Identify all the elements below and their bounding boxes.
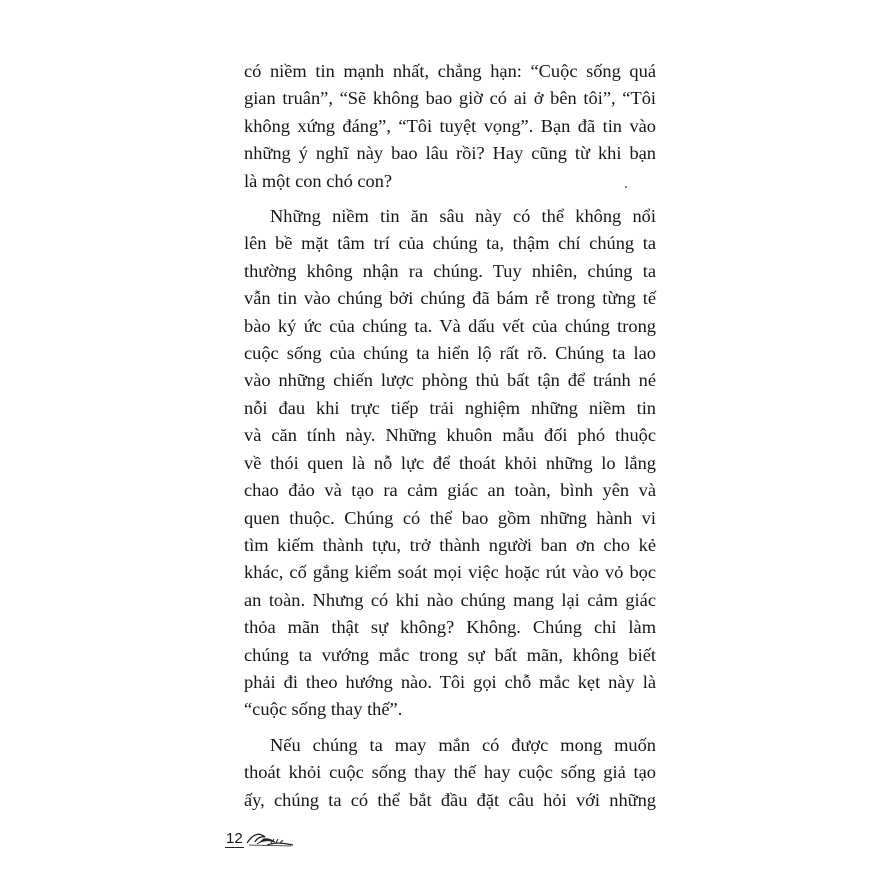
text-line: bào ký ức của chúng ta. Và dấu vết của chúng trong: [244, 315, 656, 336]
paragraph: [244, 203, 656, 724]
text-line: những ý nghĩ này bao lâu rồi? Hay cũng từ khi bạn: [244, 143, 656, 164]
text-line: Nếu chúng ta may mắn có được mong muốn: [270, 734, 656, 755]
text-line: cuộc sống của chúng ta hiển lộ rất rõ. Chúng ta lao: [244, 343, 656, 364]
text-line: an toàn. Nhưng có khi nào chúng mang lại cảm giác: [244, 589, 656, 610]
body-text: [244, 58, 656, 814]
text-line: nỗi đau khi trực tiếp trải nghiệm những niềm tin: [244, 397, 656, 418]
text-line: có niềm tin mạnh nhất, chẳng hạn: “Cuộc sống quá: [244, 61, 656, 81]
feather-ornament-icon: [245, 828, 295, 848]
paragraph: [244, 58, 656, 195]
print-speck: [625, 186, 627, 188]
text-line: là một con chó con?: [244, 170, 393, 191]
text-line: ấy, chúng ta có thể bắt đầu đặt câu hỏi với những: [244, 789, 656, 810]
text-line: gian truân”, “Sẽ không bao giờ có ai ở bên tôi”, “Tôi: [244, 88, 656, 109]
page-number: 12: [226, 830, 243, 847]
text-line: chúng ta vướng mắc trong sự bất mãn, không biết: [244, 644, 656, 665]
paragraph: [244, 732, 656, 814]
text-line: vào những chiến lược phòng thủ bất tận để tránh né: [244, 370, 656, 391]
text-line: chao đảo và tạo ra cảm giác an toàn, bình yên và: [244, 480, 656, 501]
text-line: thoát khỏi cuộc sống thay thế hay cuộc sống giả tạo: [244, 762, 656, 783]
page-footer: [225, 828, 295, 848]
text-line: Những niềm tin ăn sâu này có thể không nổi: [270, 206, 656, 227]
text-line: phải đi theo hướng nào. Tôi gọi chỗ mắc kẹt này là: [244, 671, 656, 692]
text-line: tìm kiếm thành tựu, trở thành người ban ơn cho kẻ: [244, 534, 656, 555]
text-line: và căn tính này. Những khuôn mẫu đối phó thuộc: [244, 425, 656, 446]
text-line: về thói quen là nỗ lực để thoát khỏi những lo lắng: [244, 452, 656, 473]
text-line: thỏa mãn thật sự không? Không. Chúng chỉ làm: [244, 617, 656, 638]
text-line: vẫn tin vào chúng bởi chúng đã bám rễ trong từng tế: [244, 288, 656, 309]
paragraph-gap: [244, 724, 656, 732]
text-line: quen thuộc. Chúng có thể bao gồm những hành vi: [244, 507, 656, 528]
text-line: không xứng đáng”, “Tôi tuyệt vọng”. Bạn đã tin vào: [244, 115, 656, 136]
text-line: “cuộc sống thay thế”.: [244, 699, 403, 720]
paragraph-gap: [244, 195, 656, 203]
text-line: lên bề mặt tâm trí của chúng ta, thậm chí chúng ta: [244, 233, 656, 254]
text-line: thường không nhận ra chúng. Tuy nhiên, chúng ta: [244, 260, 656, 281]
text-line: khác, cố gắng kiểm soát mọi việc hoặc rút vào vỏ bọc: [244, 562, 656, 583]
